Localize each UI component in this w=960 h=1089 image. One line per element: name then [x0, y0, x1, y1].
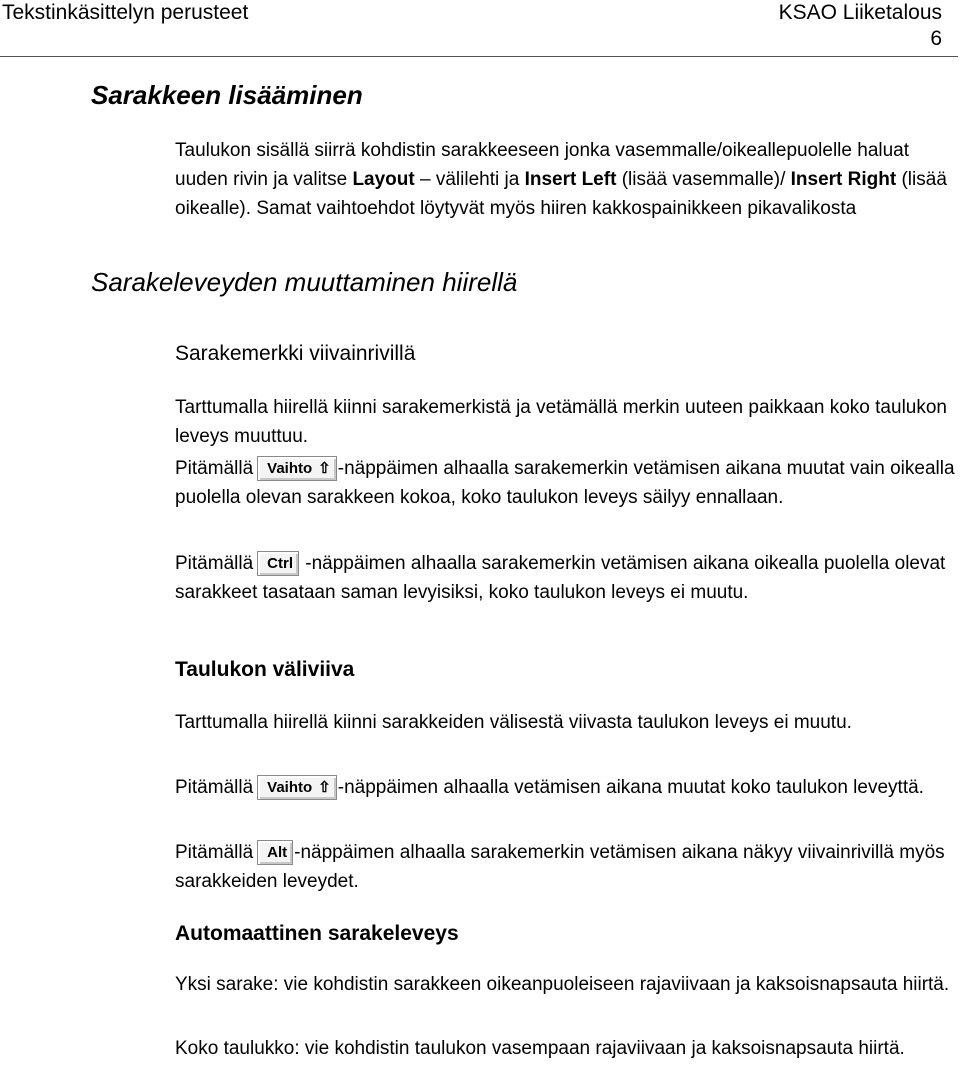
key-label: Vaihto — [267, 460, 313, 477]
text-run: – välilehti ja — [414, 169, 525, 190]
text-run: -näppäimen alhaalla sarakemerkin vetämisen aikana oikealla puolella olevat sarakkeet tasataan saman levyisiksi, koko taulukon leveys ei muutu. — [175, 553, 946, 603]
paragraph-add-column — [175, 136, 960, 223]
paragraph-whole-table: Koko taulukko: vie kohdistin taulukon vasempaan rajaviivaan ja kaksoisnapsauta hiirtä. — [175, 1038, 905, 1059]
bold-term-layout: Layout — [352, 169, 415, 190]
text-run: -näppäimen alhaalla sarakemerkin vetämisen aikana muutat vain oikealla puolella olevan sarakkeen kokoa, koko taulukon leveys säilyy ennallaan. — [175, 458, 955, 508]
bold-term-insert-right: Insert Right — [790, 169, 897, 190]
paragraph-gridline-shift-drag — [175, 773, 960, 802]
text-run: (lisää vasemmalle)/ — [616, 169, 791, 190]
section-title-add-column: Sarakkeen lisääminen — [91, 80, 363, 110]
keycap-alt — [257, 840, 293, 865]
paragraph-ctrl-drag — [175, 549, 960, 607]
text-run: -näppäimen alhaalla vetämisen aikana muutat koko taulukon leveyttä. — [337, 777, 924, 798]
shift-arrow-icon: ⇧ — [318, 779, 331, 796]
keycap-ctrl — [257, 551, 299, 576]
text-run: Taulukon sisällä siirrä kohdistin sarakkeeseen jonka vasemmalle/oikeallepuolelle haluat uuden rivin ja valitse — [175, 140, 910, 190]
paragraph-single-column: Yksi sarake: vie kohdistin sarakkeen oikeanpuoleiseen rajaviivaan ja kaksoisnapsauta hiirtä. — [175, 974, 950, 995]
key-label: Ctrl — [267, 555, 293, 572]
key-label: Vaihto — [267, 779, 313, 796]
header-document-title: Tekstinkäsittelyn perusteet — [2, 1, 249, 24]
paragraph-shift-drag — [175, 454, 960, 512]
text-run: Pitämällä — [175, 458, 254, 479]
page-number: 6 — [930, 27, 942, 50]
subsection-title-table-gridline: Taulukon väliviiva — [175, 658, 355, 681]
key-label: Alt — [267, 844, 288, 861]
subsection-title-auto-width: Automaattinen sarakeleveys — [175, 922, 459, 945]
keycap-shift — [257, 775, 337, 800]
text-run: Pitämällä — [175, 842, 254, 863]
text-run: -näppäimen alhaalla sarakemerkin vetämisen aikana näkyy viivainrivillä myös sarakkeiden leveydet. — [175, 842, 945, 892]
header-organization: KSAO Liiketalous — [778, 1, 942, 24]
keycap-shift — [257, 456, 337, 481]
bold-term-insert-left: Insert Left — [524, 169, 617, 190]
text-run: Pitämällä — [175, 777, 254, 798]
shift-arrow-icon: ⇧ — [318, 460, 331, 477]
subsection-title-ruler-marker: Sarakemerkki viivainrivillä — [175, 342, 416, 365]
page-header — [0, 0, 958, 57]
paragraph-alt-drag — [175, 838, 960, 896]
paragraph-ruler-drag: Tarttumalla hiirellä kiinni sarakemerkistä ja vetämällä merkin uuteen paikkaan koko taulukon leveys muuttuu. — [175, 397, 947, 447]
paragraph-gridline-drag: Tarttumalla hiirellä kiinni sarakkeiden välisestä viivasta taulukon leveys ei muutu. — [175, 712, 852, 733]
text-run: (lisää oikealle). Samat vaihtoehdot löytyvät myös hiiren kakkospainikkeen pikavalikosta — [175, 169, 947, 219]
section-title-column-width-mouse: Sarakeleveyden muuttaminen hiirellä — [91, 267, 518, 297]
text-run: Pitämällä — [175, 553, 254, 574]
